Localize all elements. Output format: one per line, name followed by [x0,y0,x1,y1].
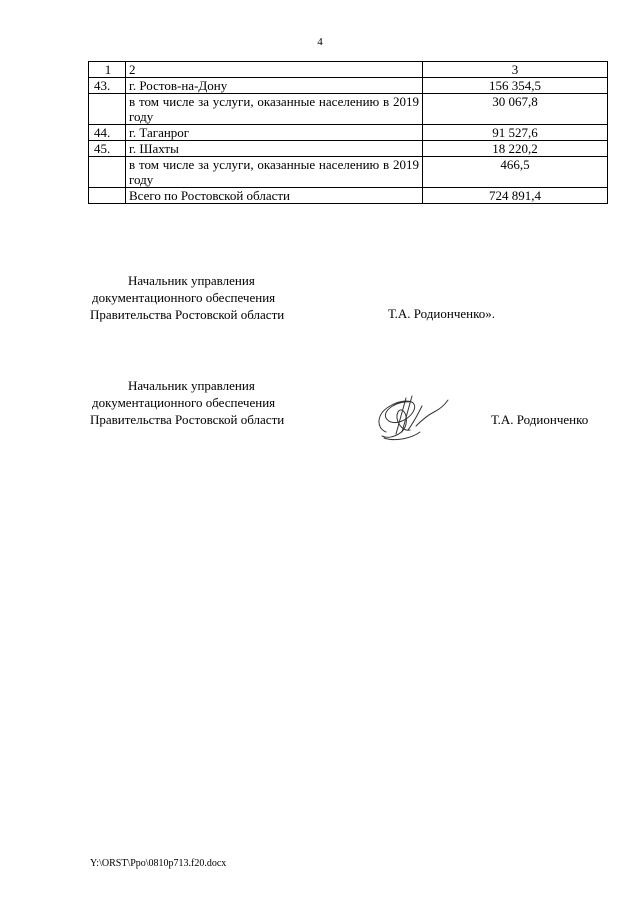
table-row [89,188,608,204]
budget-table [88,61,608,204]
position-line-1: Начальник управления [128,378,255,393]
position-line-2: документационного обеспечения [92,290,276,305]
file-path: Y:\ORST\Ppo\0810p713.f20.docx [90,858,227,869]
row-value: 156 354,5 [423,78,608,94]
header-cell-3: 3 [423,62,608,78]
table-row [89,78,608,94]
signatory-name-2: Т.А. Родионченко [491,412,589,427]
row-value: 724 891,4 [423,188,608,204]
table-row [89,157,608,188]
position-line-2: документационного обеспечения [92,395,276,410]
page-number: 4 [317,36,323,48]
row-number: 45. [89,141,126,157]
signature-block-1-title [90,272,284,323]
row-name: г. Шахты [126,141,423,157]
row-name: Всего по Ростовской области [126,188,423,204]
signature-block-2-title [90,377,284,428]
position-line-3: Правительства Ростовской области [90,412,285,427]
table-row [89,125,608,141]
row-name: в том числе за услуги, оказанные населению в 2019 году [126,157,423,188]
row-number: 43. [89,78,126,94]
table-header-row [89,62,608,78]
header-cell-2: 2 [126,62,423,78]
row-number: 44. [89,125,126,141]
row-name: г. Ростов-на-Дону [126,78,423,94]
row-number [89,188,126,204]
row-number [89,157,126,188]
row-number [89,94,126,125]
table-row [89,141,608,157]
row-value: 91 527,6 [423,125,608,141]
signatory-name-1: Т.А. Родионченко». [388,306,496,321]
header-cell-1: 1 [89,62,126,78]
row-value: 30 067,8 [423,94,608,125]
table-row [89,94,608,125]
row-value: 466,5 [423,157,608,188]
row-value: 18 220,2 [423,141,608,157]
handwritten-signature [372,388,452,444]
position-line-1: Начальник управления [128,273,255,288]
row-name: г. Таганрог [126,125,423,141]
row-name: в том числе за услуги, оказанные населению в 2019 году [126,94,423,125]
position-line-3: Правительства Ростовской области [90,307,285,322]
